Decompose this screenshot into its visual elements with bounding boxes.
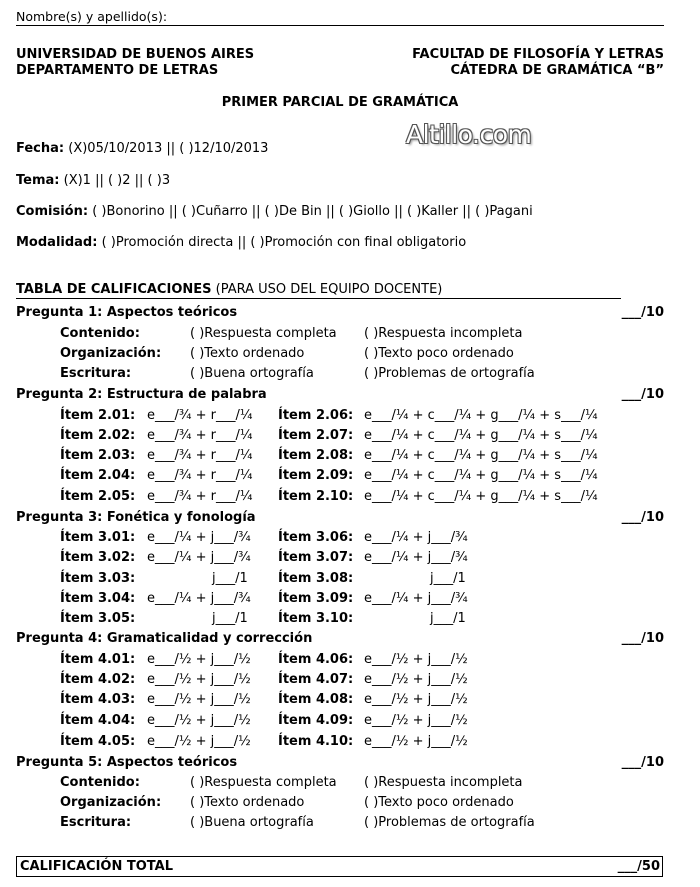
q5-option-b[interactable]: ( )Texto poco ordenado (364, 795, 514, 810)
q3-item-label: Ítem 3.02: (60, 550, 136, 565)
q2-item-label: Ítem 2.08: (278, 448, 354, 463)
q2-item-value[interactable]: e___/¾ + r___/¼ (147, 468, 253, 483)
q2-item-label: Ítem 2.09: (278, 468, 354, 483)
total-score[interactable]: ___/50 (617, 859, 660, 874)
q2-item-label: Ítem 2.05: (60, 489, 136, 504)
q3-item-value[interactable]: e___/¼ + j___/¾ (147, 550, 251, 565)
q5-score[interactable]: ___/10 (621, 755, 664, 770)
modalidad-value: ( )Promoción directa || ( )Promoción con final obligatorio (101, 235, 467, 250)
tema-value: (X)1 || ( )2 || ( )3 (63, 173, 171, 188)
q5-option-b[interactable]: ( )Respuesta incompleta (364, 775, 523, 790)
q3-item-value[interactable]: e___/¼ + j___/¾ (364, 591, 468, 606)
q2-item-label: Ítem 2.01: (60, 408, 136, 423)
q2-item-value[interactable]: e___/¼ + c___/¼ + g___/¼ + s___/¼ (364, 408, 598, 423)
q4-score[interactable]: ___/10 (621, 631, 664, 646)
fecha-label: Fecha: (16, 141, 65, 156)
q1-option-b[interactable]: ( )Texto poco ordenado (364, 346, 514, 361)
q4-item-value[interactable]: e___/½ + j___/½ (147, 713, 251, 728)
q4-item-label: Ítem 4.09: (278, 713, 354, 728)
q4-item-value[interactable]: e___/½ + j___/½ (364, 713, 468, 728)
q2-item-value[interactable]: e___/¾ + r___/¼ (147, 489, 253, 504)
q2-item-label: Ítem 2.06: (278, 408, 354, 423)
comision-value: ( )Bonorino || ( )Cuñarro || ( )De Bin || ( )Giollo || ( )Kaller || ( )Pagani (92, 204, 533, 219)
q2-item-value[interactable]: e___/¼ + c___/¼ + g___/¼ + s___/¼ (364, 468, 598, 483)
q1-title: Pregunta 1: Aspectos teóricos (16, 305, 238, 320)
q4-item-label: Ítem 4.02: (60, 672, 136, 687)
q1-option-a[interactable]: ( )Respuesta completa (190, 326, 337, 341)
q1-option-a[interactable]: ( )Buena ortografía (190, 366, 314, 381)
q4-item-value[interactable]: e___/½ + j___/½ (364, 652, 468, 667)
q2-item-value[interactable]: e___/¼ + c___/¼ + g___/¼ + s___/¼ (364, 448, 598, 463)
q1-option-b[interactable]: ( )Respuesta incompleta (364, 326, 523, 341)
q2-item-label: Ítem 2.04: (60, 468, 136, 483)
q3-item-label: Ítem 3.03: (60, 571, 136, 586)
q4-item-label: Ítem 4.10: (278, 734, 354, 749)
q5-title: Pregunta 5: Aspectos teóricos (16, 755, 238, 770)
fecha-value: (X)05/10/2013 || ( )12/10/2013 (68, 141, 269, 156)
table-heading (16, 282, 442, 297)
q4-item-value[interactable]: e___/½ + j___/½ (147, 672, 251, 687)
q1-score[interactable]: ___/10 (621, 305, 664, 320)
q3-item-value[interactable]: j___/1 (212, 571, 248, 586)
q3-item-value[interactable]: e___/¼ + j___/¾ (364, 550, 468, 565)
q5-row-label: Contenido: (60, 775, 140, 790)
q2-item-value[interactable]: e___/¼ + c___/¼ + g___/¼ + s___/¼ (364, 489, 598, 504)
page-title: PRIMER PARCIAL DE GRAMÁTICA (221, 95, 459, 110)
q3-item-label: Ítem 3.08: (278, 571, 354, 586)
department-name: DEPARTAMENTO DE LETRAS (16, 63, 219, 78)
q4-item-value[interactable]: e___/½ + j___/½ (147, 652, 251, 667)
q4-title: Pregunta 4: Gramaticalidad y corrección (16, 631, 313, 646)
q4-item-label: Ítem 4.04: (60, 713, 136, 728)
watermark-logo: Altillo.com (406, 120, 532, 149)
q1-option-b[interactable]: ( )Problemas de ortografía (364, 366, 535, 381)
q3-item-label: Ítem 3.01: (60, 530, 136, 545)
q3-title: Pregunta 3: Fonética y fonología (16, 510, 256, 525)
q3-item-value[interactable]: j___/1 (212, 611, 248, 626)
comision-line (16, 204, 533, 219)
fecha-line (16, 141, 268, 156)
modalidad-label: Modalidad: (16, 235, 98, 250)
table-divider (16, 298, 621, 299)
q3-item-value[interactable]: e___/¼ + j___/¾ (147, 530, 251, 545)
name-line[interactable] (16, 25, 664, 26)
q2-item-value[interactable]: e___/¾ + r___/¼ (147, 428, 253, 443)
q3-item-value[interactable]: e___/¼ + j___/¾ (147, 591, 251, 606)
q3-item-value[interactable]: j___/1 (430, 571, 466, 586)
q2-item-value[interactable]: e___/¾ + r___/¼ (147, 448, 253, 463)
modalidad-line (16, 235, 466, 250)
q4-item-value[interactable]: e___/½ + j___/½ (147, 734, 251, 749)
q4-item-value[interactable]: e___/½ + j___/½ (364, 734, 468, 749)
q3-item-value[interactable]: j___/1 (430, 611, 466, 626)
name-label: Nombre(s) y apellido(s): (16, 9, 168, 24)
q5-row-label: Escritura: (60, 815, 132, 830)
q5-row-label: Organización: (60, 795, 162, 810)
q1-row-label: Escritura: (60, 366, 132, 381)
q3-item-label: Ítem 3.05: (60, 611, 136, 626)
q4-item-label: Ítem 4.01: (60, 652, 136, 667)
q2-item-label: Ítem 2.03: (60, 448, 136, 463)
q3-score[interactable]: ___/10 (621, 510, 664, 525)
q2-item-label: Ítem 2.02: (60, 428, 136, 443)
q4-item-value[interactable]: e___/½ + j___/½ (364, 692, 468, 707)
q4-item-label: Ítem 4.07: (278, 672, 354, 687)
q4-item-value[interactable]: e___/½ + j___/½ (364, 672, 468, 687)
q4-item-label: Ítem 4.08: (278, 692, 354, 707)
q4-item-label: Ítem 4.06: (278, 652, 354, 667)
comision-label: Comisión: (16, 204, 89, 219)
q3-item-label: Ítem 3.04: (60, 591, 136, 606)
q2-item-label: Ítem 2.10: (278, 489, 354, 504)
q5-option-a[interactable]: ( )Respuesta completa (190, 775, 337, 790)
q4-item-label: Ítem 4.05: (60, 734, 136, 749)
university-name: UNIVERSIDAD DE BUENOS AIRES (16, 47, 255, 62)
q4-item-value[interactable]: e___/½ + j___/½ (147, 692, 251, 707)
total-label: CALIFICACIÓN TOTAL (20, 859, 173, 874)
q2-item-value[interactable]: e___/¼ + c___/¼ + g___/¼ + s___/¼ (364, 428, 598, 443)
q5-option-b[interactable]: ( )Problemas de ortografía (364, 815, 535, 830)
faculty-name: FACULTAD DE FILOSOFÍA Y LETRAS (412, 47, 664, 62)
q4-item-label: Ítem 4.03: (60, 692, 136, 707)
table-title: TABLA DE CALIFICACIONES (16, 282, 212, 297)
chair-name: CÁTEDRA DE GRAMÁTICA “B” (450, 63, 664, 78)
q2-item-value[interactable]: e___/¾ + r___/¼ (147, 408, 253, 423)
tema-line (16, 173, 170, 188)
q3-item-label: Ítem 3.07: (278, 550, 354, 565)
tema-label: Tema: (16, 173, 60, 188)
q1-option-a[interactable]: ( )Texto ordenado (190, 346, 305, 361)
q3-item-label: Ítem 3.09: (278, 591, 354, 606)
q1-row-label: Contenido: (60, 326, 140, 341)
table-subtitle: (PARA USO DEL EQUIPO DOCENTE) (211, 282, 443, 297)
q2-score[interactable]: ___/10 (621, 387, 664, 402)
q1-row-label: Organización: (60, 346, 162, 361)
q3-item-value[interactable]: e___/¼ + j___/¾ (364, 530, 468, 545)
q3-item-label: Ítem 3.10: (278, 611, 354, 626)
q5-option-a[interactable]: ( )Buena ortografía (190, 815, 314, 830)
q2-item-label: Ítem 2.07: (278, 428, 354, 443)
q2-title: Pregunta 2: Estructura de palabra (16, 387, 267, 402)
q5-option-a[interactable]: ( )Texto ordenado (190, 795, 305, 810)
q3-item-label: Ítem 3.06: (278, 530, 354, 545)
